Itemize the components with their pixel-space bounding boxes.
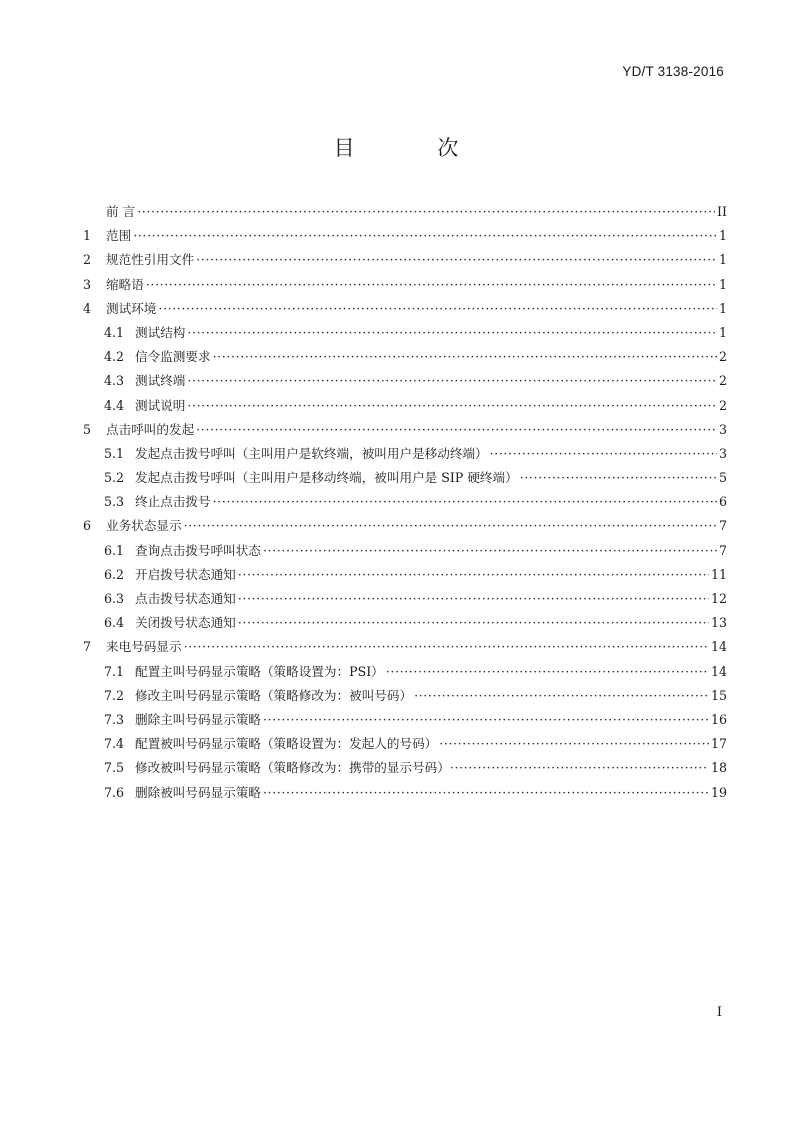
toc-entry-page: 18 <box>710 760 727 776</box>
toc-entry-title: 来电号码显示 <box>106 639 182 655</box>
toc-entry-title: 终止点击拨号 <box>135 494 211 510</box>
toc-entry-page: 7 <box>718 518 727 534</box>
toc-entry-4-4[interactable] <box>83 395 727 419</box>
toc-entry-6-2[interactable] <box>83 564 727 588</box>
dot-leader <box>386 664 709 679</box>
toc-entry-foreword[interactable] <box>83 201 727 225</box>
toc-entry-6[interactable] <box>83 515 727 539</box>
toc-entry-number: 6.1 <box>104 542 125 558</box>
toc-entry-title: 点击拨号状态通知 <box>135 591 236 606</box>
toc-entry-7-4[interactable] <box>83 733 727 757</box>
toc-entry-title: 修改主叫号码显示策略（策略修改为：被叫号码） <box>135 687 413 703</box>
toc-entry-number: 6.2 <box>104 566 125 582</box>
toc-entry-5-1[interactable] <box>83 443 727 467</box>
toc-entry-3[interactable] <box>83 274 727 298</box>
dot-leader <box>184 639 709 654</box>
toc-entry-number: 5.3 <box>104 494 125 510</box>
dot-leader <box>158 301 717 316</box>
toc-entry-number: 1 <box>83 228 92 244</box>
toc-entry-5-3[interactable] <box>83 491 727 515</box>
toc-entry-page: II <box>717 204 727 219</box>
toc-entry-page: 11 <box>710 566 727 582</box>
toc-entry-title: 范围 <box>106 228 132 244</box>
toc-entry-number: 5.2 <box>104 470 125 486</box>
toc-entry-page: 6 <box>718 494 727 510</box>
toc-entry-page: 1 <box>718 276 727 292</box>
dot-leader <box>196 252 717 267</box>
dot-leader <box>450 760 709 775</box>
toc-entry-page: 15 <box>710 687 727 703</box>
page-title: 目 次 <box>333 136 497 160</box>
toc-entry-number: 7.3 <box>104 711 125 727</box>
dot-leader <box>133 228 717 243</box>
dot-leader <box>146 277 717 292</box>
dot-leader <box>414 688 709 703</box>
toc-entry-title: 测试终端 <box>135 373 186 389</box>
toc-entry-number: 7.5 <box>104 760 125 776</box>
toc-entry-5[interactable] <box>83 419 727 443</box>
toc-entry-title: 修改被叫号码显示策略（策略修改为：携带的显示号码） <box>135 760 450 776</box>
toc-entry-4[interactable] <box>83 298 727 322</box>
toc-entry-number: 6.4 <box>104 615 125 631</box>
toc-entry-page: 2 <box>718 397 727 413</box>
toc-entry-number: 3 <box>83 276 92 292</box>
toc-entry-title: 测试环境 <box>106 300 157 316</box>
toc-entry-7[interactable] <box>83 636 727 660</box>
toc-entry-title: 开启拨号状态通知 <box>135 566 236 582</box>
toc-entry-title: 关闭拨号状态通知 <box>135 615 236 631</box>
toc-entry-title: 发起点击拨号呼叫（主叫用户是移动终端，被叫用户是 SIP 硬终端） <box>135 470 518 486</box>
toc-entry-7-1[interactable] <box>83 661 727 685</box>
toc-entry-number: 7.1 <box>104 663 125 679</box>
toc-entry-page: 16 <box>710 711 727 727</box>
standard-id: YD/T 3138-2016 <box>622 64 724 79</box>
toc-entry-title: 测试说明 <box>135 397 186 413</box>
toc-entry-title: 删除被叫号码显示策略 <box>135 784 261 800</box>
toc-entry-number: 7.2 <box>104 687 125 703</box>
toc-entry-title: 配置主叫号码显示策略（策略设置为：PSI） <box>135 663 384 679</box>
dot-leader <box>238 615 709 630</box>
dot-leader <box>213 494 717 509</box>
toc-entry-2[interactable] <box>83 249 727 273</box>
toc-entry-number: 7.4 <box>104 736 125 752</box>
toc-entry-number: 4.2 <box>104 349 125 365</box>
dot-leader <box>137 204 715 219</box>
toc-entry-4-2[interactable] <box>83 346 727 370</box>
toc-entry-7-3[interactable] <box>83 709 727 733</box>
toc-entry-6-3[interactable] <box>83 588 727 612</box>
toc-entry-page: 17 <box>710 736 727 752</box>
dot-leader <box>213 349 717 364</box>
toc-entry-title: 业务状态显示 <box>106 518 182 534</box>
toc-entry-7-5[interactable] <box>83 757 727 781</box>
toc-entry-number: 4.3 <box>104 373 125 389</box>
toc-entry-title: 发起点击拨号呼叫（主叫用户是软终端，被叫用户是移动终端） <box>135 445 488 461</box>
toc-entry-number: 4 <box>83 300 92 316</box>
page-number: I <box>716 1005 722 1020</box>
dot-leader <box>187 325 717 340</box>
dot-leader <box>184 518 717 533</box>
toc-entry-7-6[interactable] <box>83 782 727 806</box>
dot-leader <box>439 736 709 751</box>
toc-entry-number: 6 <box>83 518 92 534</box>
toc-entry-title: 测试结构 <box>135 324 186 340</box>
dot-leader <box>490 446 717 461</box>
dot-leader <box>263 712 709 727</box>
toc-entry-page: 7 <box>718 542 727 558</box>
toc-entry-number: 6.3 <box>104 591 125 606</box>
toc-entry-number: 7 <box>83 639 92 655</box>
toc-entry-4-3[interactable] <box>83 370 727 394</box>
dot-leader <box>263 785 709 800</box>
toc-entry-page: 1 <box>718 324 727 340</box>
toc-entry-page: 13 <box>710 615 727 631</box>
dot-leader <box>196 422 717 437</box>
dot-leader <box>238 591 709 606</box>
toc-entry-6-4[interactable] <box>83 612 727 636</box>
dot-leader <box>520 470 717 485</box>
toc-entry-page: 14 <box>710 639 727 655</box>
toc-entry-page: 1 <box>718 252 727 268</box>
toc-entry-page: 2 <box>718 373 727 389</box>
toc-entry-page: 1 <box>718 300 727 316</box>
toc-entry-6-1[interactable] <box>83 540 727 564</box>
toc-entry-page: 5 <box>718 470 727 486</box>
toc-entry-number: 4.4 <box>104 397 125 413</box>
toc-entry-number: 5.1 <box>104 445 125 461</box>
toc-entry-title: 缩略语 <box>106 276 144 292</box>
toc-entry-title: 规范性引用文件 <box>106 252 195 268</box>
toc-entry-4-1[interactable] <box>83 322 727 346</box>
dot-leader <box>187 373 717 388</box>
toc-entry-number: 5 <box>83 421 92 437</box>
toc-entry-number: 7.6 <box>104 784 125 800</box>
toc-entry-7-2[interactable] <box>83 685 727 709</box>
toc-entry-number: 4.1 <box>104 324 125 340</box>
dot-leader <box>238 567 709 582</box>
toc-entry-title: 前 言 <box>106 204 136 219</box>
toc-entry-page: 1 <box>718 228 727 244</box>
toc-entry-page: 14 <box>710 663 727 679</box>
toc-entry-page: 3 <box>718 421 727 437</box>
dot-leader <box>187 398 717 413</box>
toc-entry-page: 12 <box>710 591 727 606</box>
toc-entry-page: 3 <box>718 445 727 461</box>
toc-entry-title: 信令监测要求 <box>135 349 211 365</box>
toc-entry-number: 2 <box>83 252 92 268</box>
toc-entry-title: 删除主叫号码显示策略 <box>135 711 261 727</box>
toc-entry-page: 2 <box>718 349 727 365</box>
toc-entry-title: 查询点击拨号呼叫状态 <box>135 542 261 558</box>
toc-entry-title: 配置被叫号码显示策略（策略设置为：发起人的号码） <box>135 736 438 752</box>
toc-entry-5-2[interactable] <box>83 467 727 491</box>
toc-entry-1[interactable] <box>83 225 727 249</box>
toc-entry-title: 点击呼叫的发起 <box>106 421 195 437</box>
toc-entry-page: 19 <box>710 784 727 800</box>
dot-leader <box>263 543 717 558</box>
table-of-contents <box>83 201 727 806</box>
